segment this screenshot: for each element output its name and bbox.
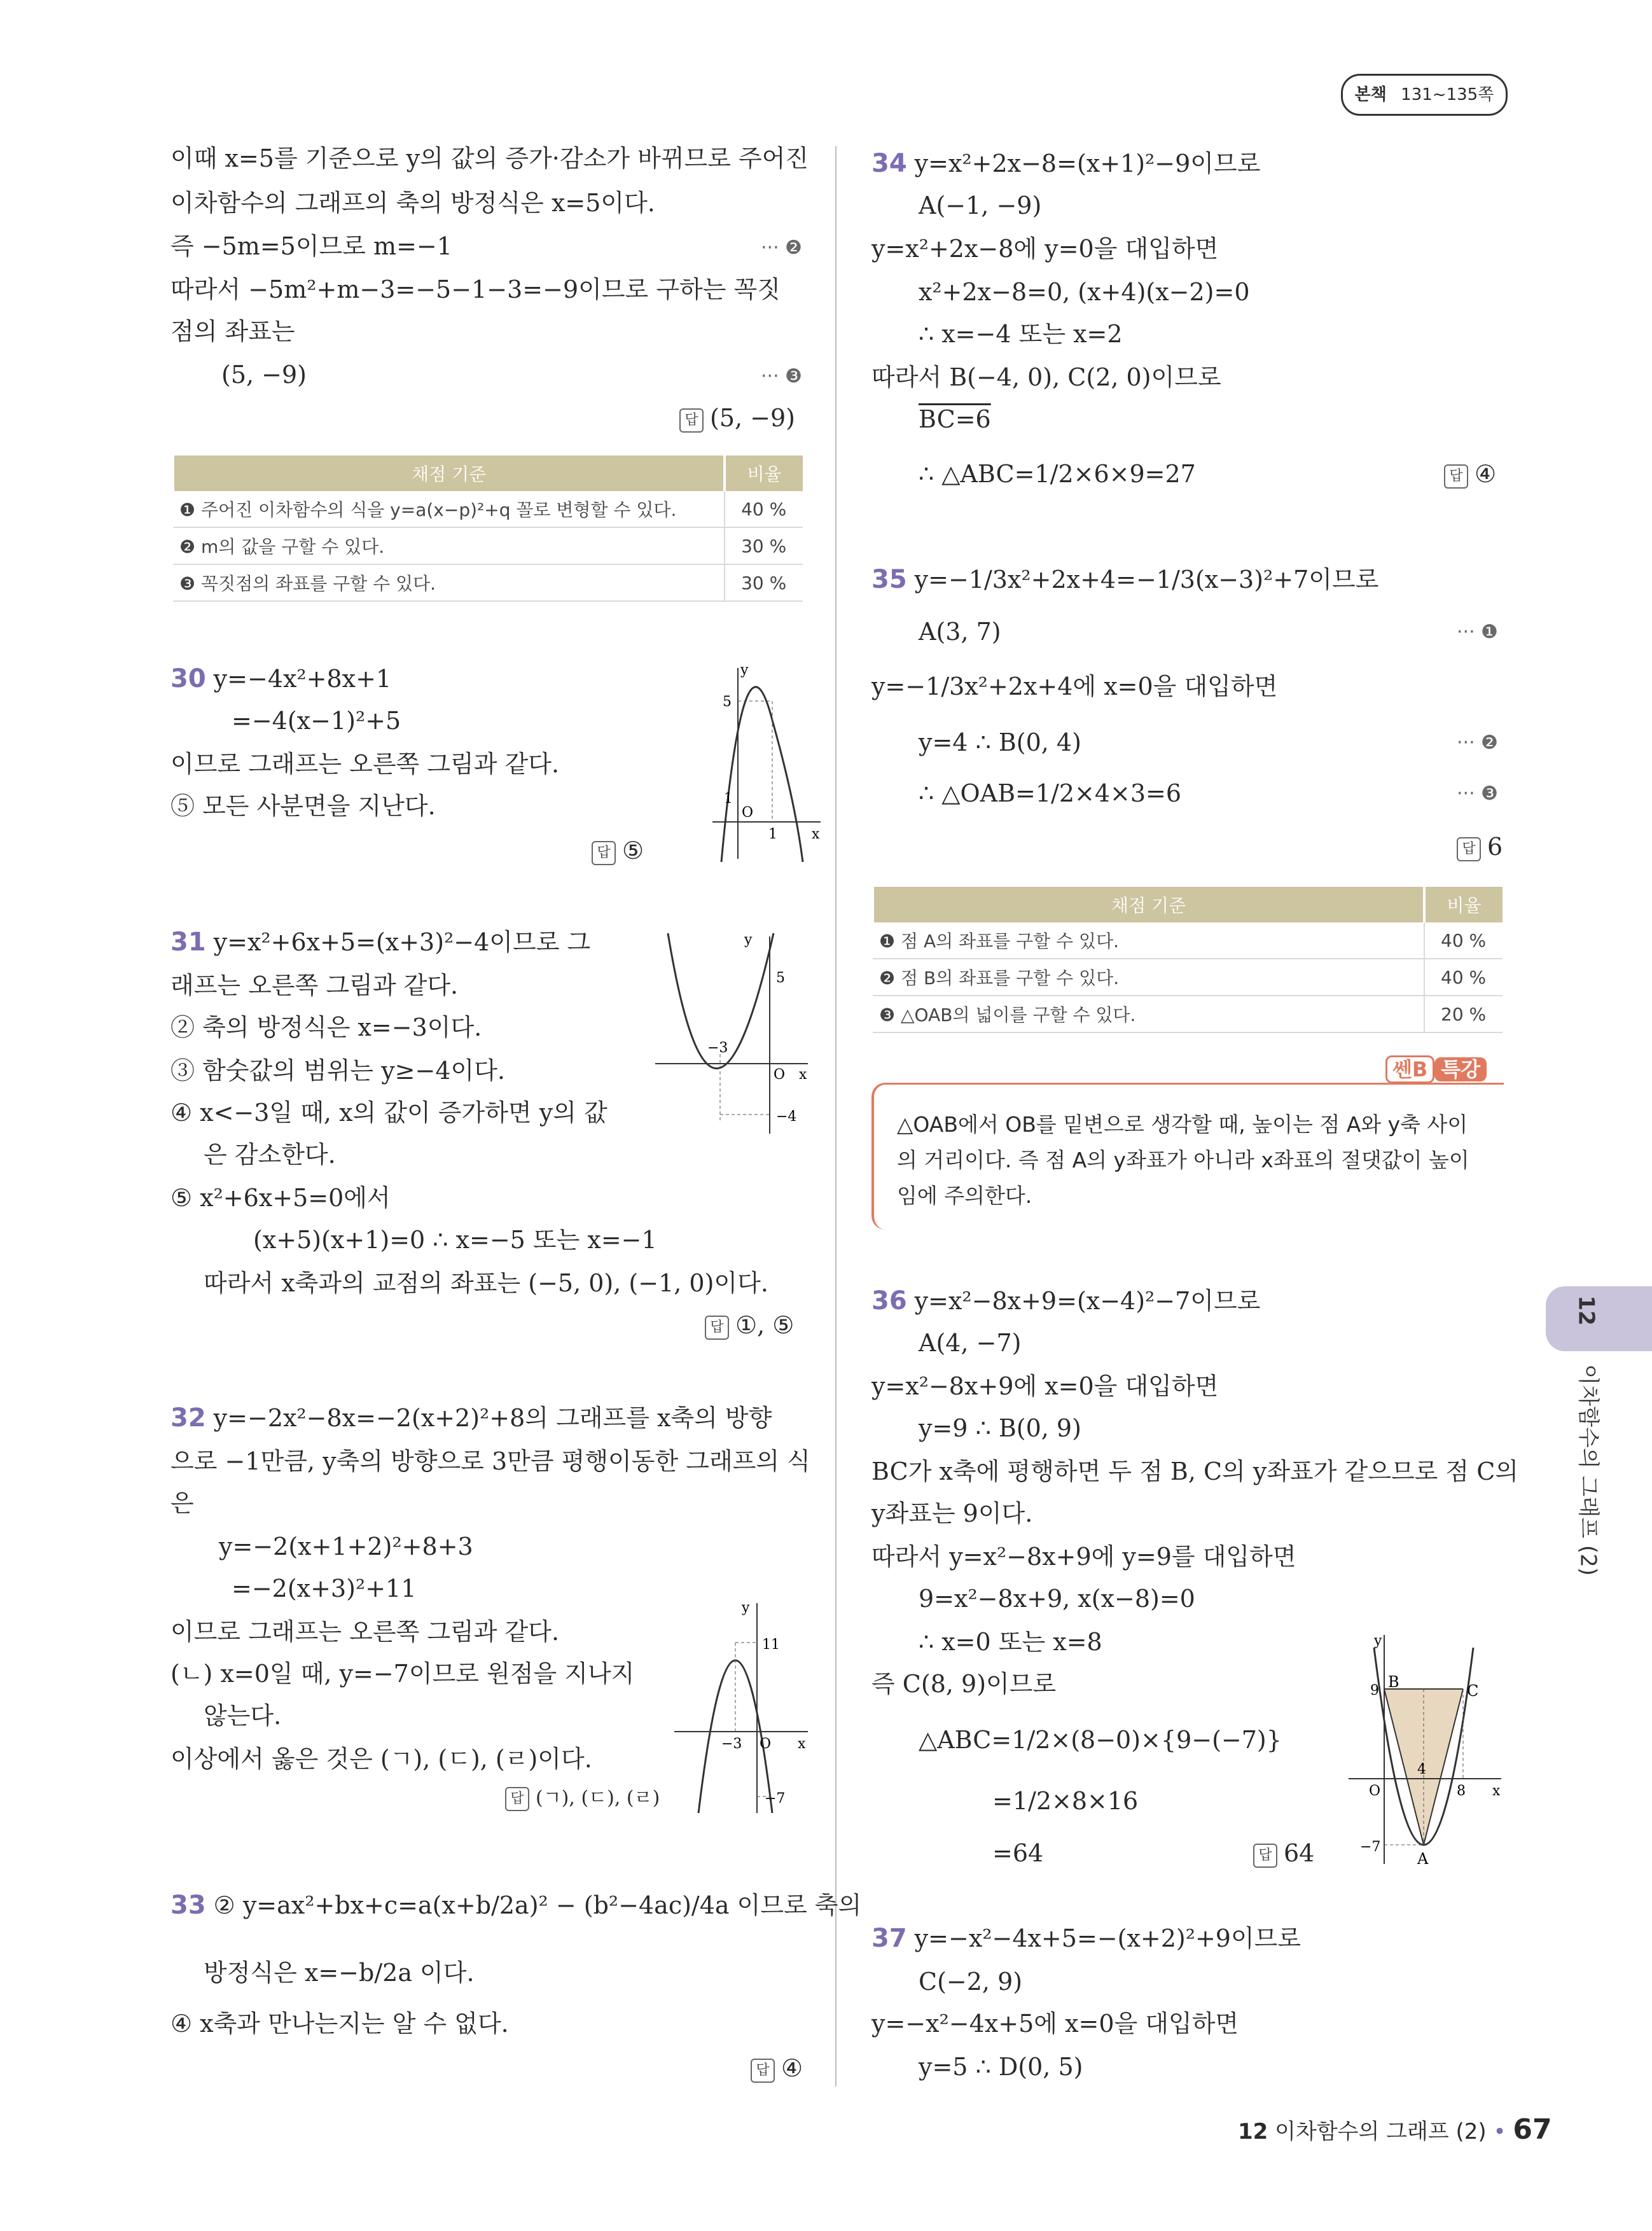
- problem-34-line-5: ∴ x=−4 또는 x=2: [919, 320, 1123, 348]
- table-row: [173, 491, 803, 527]
- problem-31-line-5: ④ x<−3일 때, x의 값이 증가하면 y의 값: [170, 1099, 607, 1127]
- point-b-label: B: [1388, 1673, 1399, 1691]
- origin-label: O: [760, 1736, 772, 1752]
- graph-31: [649, 930, 814, 1140]
- problem-36-line-4: y=9 ∴ B(0, 9): [919, 1414, 1081, 1442]
- problem-36-line-2: A(4, −7): [919, 1329, 1022, 1357]
- problem-number: 35: [871, 565, 907, 594]
- problem-34-line-2: A(−1, −9): [919, 191, 1042, 219]
- criteria-header: 채점 기준: [873, 887, 1424, 922]
- table-row: [173, 564, 803, 601]
- point-a-label: A: [1417, 1850, 1429, 1868]
- problem-36-line-10: 즉 C(8, 9)이므로: [871, 1670, 1057, 1698]
- answer-value: ⑤: [622, 837, 644, 865]
- answer-32: [505, 1783, 660, 1814]
- criteria-pct: 40 %: [1424, 922, 1503, 959]
- problem-34-line-6: 따라서 B(−4, 0), C(2, 0)이므로: [871, 363, 1221, 391]
- scoring-table-left: [172, 455, 803, 602]
- criteria-item: ❸ 꼭짓점의 좌표를 구할 수 있다.: [173, 564, 725, 601]
- criteria-item: ❶ 점 A의 좌표를 구할 수 있다.: [873, 922, 1424, 959]
- problem-35-line-5: ∴ △OAB=1/2×4×3=6: [919, 779, 1182, 807]
- step-mark-2: ··· ❷: [761, 237, 803, 259]
- answer-35: [1457, 831, 1503, 863]
- criteria-pct: 20 %: [1424, 996, 1503, 1032]
- criteria-header: 채점 기준: [173, 455, 725, 491]
- problem-number: 32: [170, 1403, 206, 1433]
- tick-neg-3: −3: [707, 1040, 728, 1056]
- problem-32-line-4: y=−2(x+1+2)²+8+3: [219, 1533, 473, 1560]
- criteria-pct: 40 %: [1424, 959, 1503, 996]
- problem-35-line-3: y=−1/3x²+2x+4에 x=0을 대입하면: [871, 672, 1278, 700]
- page-range-badge: [1341, 74, 1508, 116]
- ratio-header: 비율: [725, 455, 803, 491]
- problem-36-line-7: 따라서 y=x²−8x+9에 y=9를 대입하면: [871, 1543, 1296, 1571]
- x-axis-label: x: [799, 1067, 807, 1083]
- criteria-item: ❷ 점 B의 좌표를 구할 수 있다.: [873, 959, 1424, 996]
- answer-36: [1253, 1837, 1314, 1869]
- problem-text: y=x²+6x+5=(x+3)²−4이므로 그: [213, 928, 591, 956]
- tick-neg-3: −3: [721, 1736, 742, 1752]
- problem-text: y=x²−8x+9=(x−4)²−7이므로: [914, 1287, 1261, 1315]
- y-axis-label: y: [1374, 1633, 1382, 1649]
- problem-number: 33: [170, 1891, 206, 1920]
- answer-30: [592, 835, 644, 866]
- scoring-table-right: [871, 887, 1503, 1033]
- y-axis-label: y: [740, 662, 749, 678]
- problem-30-line-2: =−4(x−1)²+5: [232, 707, 401, 735]
- footer: [1238, 2113, 1552, 2146]
- y-axis-label: y: [742, 1600, 750, 1616]
- point-c-label: C: [1467, 1682, 1479, 1700]
- chapter-number: 12: [1573, 1295, 1599, 1326]
- x-axis-label: x: [1492, 1783, 1501, 1799]
- x-axis-label: x: [812, 826, 820, 842]
- problem-32-line-5: =−2(x+3)²+11: [232, 1574, 417, 1602]
- y-axis-label: y: [744, 932, 753, 948]
- problem-33-line-2: 방정식은 x=−b/2a 이다.: [204, 1959, 475, 1987]
- answer-icon: 답: [1457, 837, 1481, 861]
- graph-36: [1342, 1629, 1508, 1870]
- problem-36-line-11: △ABC=1/2×(8−0)×{9−(−7)}: [919, 1726, 1282, 1754]
- answer-value: ①, ⑤: [735, 1311, 795, 1339]
- criteria-item: ❷ m의 값을 구할 수 있다.: [173, 527, 725, 564]
- page-number: 67: [1513, 2113, 1552, 2146]
- footer-bullet: •: [1493, 2119, 1506, 2144]
- criteria-pct: 40 %: [725, 491, 803, 527]
- problem-37-line-1: [871, 1922, 1301, 1954]
- problem-30-line-4: ⑤ 모든 사분면을 지난다.: [170, 792, 436, 820]
- problem-32-line-2: 으로 −1만큼, y축의 방향으로 3만큼 평행이동한 그래프의 식: [170, 1447, 810, 1475]
- problem-36-line-13: =64: [992, 1839, 1044, 1867]
- problem-32-line-3: 은: [170, 1489, 194, 1517]
- problem-32-line-7: (ㄴ) x=0일 때, y=−7이므로 원점을 지나지: [170, 1660, 635, 1688]
- tick-1: 1: [724, 791, 733, 807]
- problem-text: y=−2x²−8x=−2(x+2)²+8의 그래프를 x축의 방향: [213, 1404, 772, 1432]
- problem-37-line-3: y=−x²−4x+5에 x=0을 대입하면: [871, 2010, 1239, 2038]
- problem-34-line-1: [871, 148, 1260, 179]
- problem-36-line-9: ∴ x=0 또는 x=8: [919, 1628, 1102, 1656]
- step-mark-3: ··· ❸: [761, 365, 803, 387]
- tick-9: 9: [1370, 1683, 1379, 1699]
- problem-31-line-8: (x+5)(x+1)=0 ∴ x=−5 또는 x=−1: [253, 1226, 657, 1254]
- answer-value: (ㄱ), (ㄷ), (ㄹ): [536, 1787, 660, 1809]
- problem-32-line-1: [170, 1402, 772, 1434]
- problem-31-line-7: ⑤ x²+6x+5=0에서: [170, 1184, 391, 1212]
- criteria-pct: 30 %: [725, 564, 803, 601]
- problem-31-line-2: 래프는 오른쪽 그림과 같다.: [170, 971, 459, 999]
- tick-x-8: 8: [1457, 1783, 1466, 1799]
- problem-number: 30: [170, 664, 206, 693]
- table-row: [873, 922, 1503, 959]
- problem-number: 37: [871, 1924, 907, 1953]
- answer-icon: 답: [1444, 464, 1468, 489]
- problem-31-line-4: ③ 함숫값의 범위는 y≥−4이다.: [170, 1057, 506, 1085]
- problem-33-line-1: [170, 1889, 861, 1921]
- answer-value: ④: [1475, 460, 1497, 488]
- step-mark-3: ··· ❸: [1457, 782, 1499, 805]
- problem-32-line-9: 이상에서 옳은 것은 (ㄱ), (ㄷ), (ㄹ)이다.: [170, 1745, 592, 1773]
- step-mark-2: ··· ❷: [1457, 732, 1499, 754]
- problem-35-line-1: [871, 564, 1378, 595]
- answer-value: 64: [1284, 1839, 1315, 1867]
- problem-36-line-5: BC가 x축에 평행하면 두 점 B, C의 y좌표가 같으므로 점 C의: [871, 1457, 1519, 1485]
- criteria-item: ❸ △OAB의 넓이를 구할 수 있다.: [873, 996, 1424, 1032]
- column-divider: [835, 146, 836, 2087]
- problem-35-line-4: y=4 ∴ B(0, 4): [919, 728, 1081, 756]
- tick-neg-7: −7: [1360, 1839, 1381, 1855]
- problem-36-line-6: y좌표는 9이다.: [871, 1499, 1033, 1527]
- tip-line: 의 거리이다. 즉 점 A의 y좌표가 아니라 x좌표의 절댓값이 높이: [897, 1148, 1469, 1172]
- answer-34: [1444, 458, 1496, 490]
- step-mark-1: ··· ❶: [1457, 621, 1499, 643]
- tip-line: △OAB에서 OB를 밑변으로 생각할 때, 높이는 점 A와 y축 사이: [897, 1112, 1468, 1137]
- problem-text: y=−1/3x²+2x+4=−1/3(x−3)²+7이므로: [914, 566, 1379, 594]
- origin-label: O: [742, 805, 754, 821]
- tick-11: 11: [762, 1637, 780, 1653]
- problem-37-line-2: C(−2, 9): [919, 1968, 1023, 1996]
- problem-number: 34: [871, 149, 907, 178]
- tip-badge-label: 특강: [1434, 1057, 1487, 1081]
- problem-number: 36: [871, 1286, 907, 1316]
- problem-31-line-9: 따라서 x축과의 교점의 좌표는 (−5, 0), (−1, 0)이다.: [204, 1269, 768, 1297]
- problem-text: ② y=ax²+bx+c=a(x+b/2a)² − (b²−4ac)/4a 이므로 축의: [213, 1891, 862, 1919]
- problem-34-line-4: x²+2x−8=0, (x+4)(x−2)=0: [919, 278, 1250, 306]
- answer-icon: 답: [505, 1787, 529, 1811]
- problem-35-line-2: A(3, 7): [919, 618, 1001, 646]
- footer-title: 이차함수의 그래프 (2): [1275, 2119, 1487, 2144]
- problem-32-line-6: 이므로 그래프는 오른쪽 그림과 같다.: [170, 1618, 560, 1646]
- x-axis-label: x: [798, 1736, 806, 1752]
- problem-37-line-4: y=5 ∴ D(0, 5): [919, 2053, 1083, 2081]
- answer-value: 6: [1487, 833, 1503, 861]
- origin-label: O: [1369, 1783, 1381, 1799]
- answer-icon: 답: [679, 408, 704, 433]
- criteria-pct: 30 %: [725, 527, 803, 564]
- chapter-side-tab[interactable]: [1546, 1286, 1652, 1351]
- problem-text: y=x²+2x−8=(x+1)²−9이므로: [914, 149, 1261, 177]
- graph-30: [700, 662, 827, 865]
- ratio-header: 비율: [1424, 887, 1503, 922]
- tip-badge-brand: 쎈B: [1385, 1055, 1434, 1083]
- intro-line-6: (5, −9): [221, 361, 307, 389]
- origin-label: O: [774, 1067, 786, 1083]
- answer-icon: 답: [592, 841, 616, 865]
- table-row: [873, 959, 1503, 996]
- problem-36-line-12: =1/2×8×16: [992, 1787, 1139, 1815]
- tick-neg-7: −7: [765, 1791, 786, 1807]
- page-range: 131~135쪽: [1401, 85, 1494, 104]
- tick-x-4: 4: [1417, 1762, 1426, 1777]
- tip-line: 임에 주의한다.: [897, 1183, 1032, 1208]
- intro-line-3: 즉 −5m=5이므로 m=−1: [170, 232, 452, 260]
- answer-value: (5, −9): [710, 404, 796, 432]
- graph-32: [662, 1597, 814, 1819]
- problem-36-line-8: 9=x²−8x+9, x(x−8)=0: [919, 1585, 1195, 1613]
- book-label: 본책: [1354, 85, 1387, 104]
- intro-line-5: 점의 좌표는: [170, 317, 295, 345]
- problem-31-line-6: 은 감소한다.: [204, 1141, 336, 1169]
- intro-line-1: 이때 x=5를 기준으로 y의 값의 증가·감소가 바뀌므로 주어진: [170, 144, 809, 172]
- table-row: [873, 996, 1503, 1032]
- problem-31-line-3: ② 축의 방정식은 x=−3이다.: [170, 1013, 482, 1041]
- problem-33-line-3: ④ x축과 만나는지는 알 수 없다.: [170, 2010, 509, 2038]
- problem-36-line-3: y=x²−8x+9에 x=0을 대입하면: [871, 1372, 1219, 1400]
- answer-icon: 답: [1253, 1844, 1277, 1868]
- footer-chapter: 12: [1238, 2119, 1268, 2144]
- chapter-side-title: 이차함수의 그래프 (2): [1575, 1364, 1601, 1576]
- problem-36-line-1: [871, 1285, 1260, 1317]
- tick-neg-4: −4: [776, 1109, 797, 1125]
- tick-5: 5: [776, 970, 785, 986]
- problem-31-line-1: [170, 926, 590, 958]
- answer-icon: 답: [751, 2059, 775, 2083]
- answer-intro: [679, 402, 795, 434]
- tick-5: 5: [723, 694, 732, 710]
- problem-30-line-1: [170, 663, 391, 695]
- problem-30-line-3: 이므로 그래프는 오른쪽 그림과 같다.: [170, 750, 560, 778]
- tick-x-1: 1: [768, 826, 777, 842]
- answer-icon: 답: [705, 1316, 729, 1340]
- problem-number: 31: [170, 928, 206, 957]
- answer-33: [751, 2052, 803, 2084]
- problem-text: y=−4x²+8x+1: [213, 665, 392, 693]
- table-row: [173, 527, 803, 564]
- problem-text: y=−x²−4x+5=−(x+2)²+9이므로: [914, 1924, 1301, 1952]
- problem-34-line-8: ∴ △ABC=1/2×6×9=27: [919, 460, 1196, 488]
- problem-32-line-8: 않는다.: [204, 1702, 282, 1730]
- problem-34-line-3: y=x²+2x−8에 y=0을 대입하면: [871, 235, 1219, 263]
- criteria-item: ❶ 주어진 이차함수의 식을 y=a(x−p)²+q 꼴로 변형할 수 있다.: [173, 491, 725, 527]
- problem-34-line-7: BC=6: [919, 405, 991, 433]
- intro-line-2: 이차함수의 그래프의 축의 방정식은 x=5이다.: [170, 189, 655, 217]
- answer-31: [705, 1309, 794, 1341]
- answer-value: ④: [781, 2054, 803, 2082]
- tip-text: [897, 1107, 1469, 1214]
- intro-line-4: 따라서 −5m²+m−3=−5−1−3=−9이므로 구하는 꼭짓: [170, 275, 781, 303]
- tip-badge: [1385, 1053, 1487, 1083]
